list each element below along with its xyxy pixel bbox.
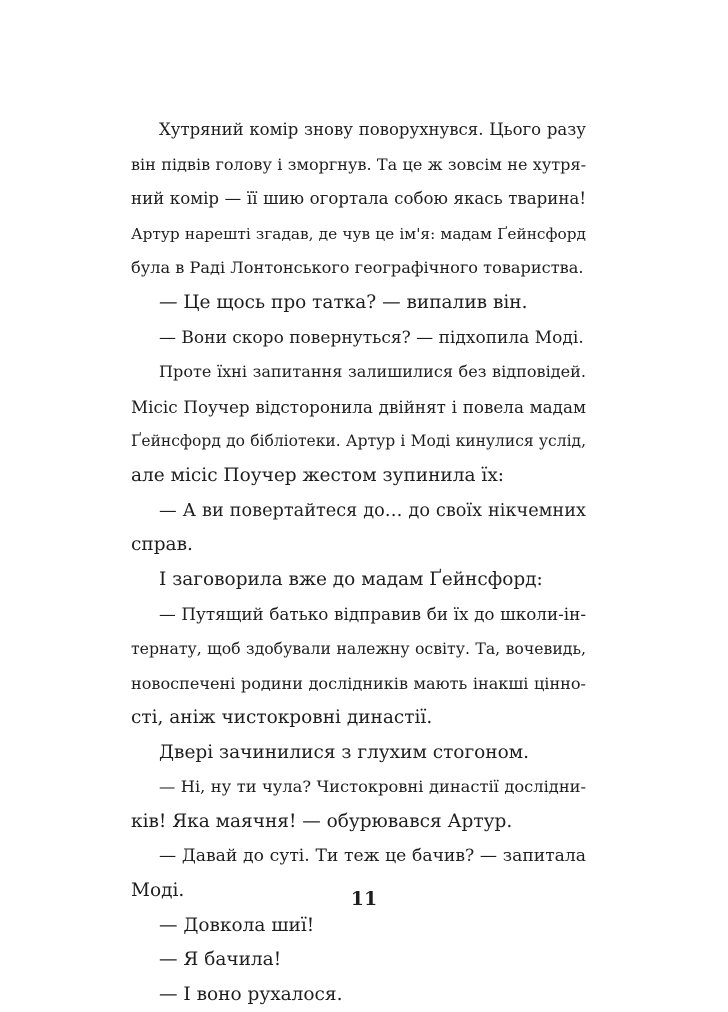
text-line: — А ви повертайтеся до… до своїх нікчемних [159,500,586,521]
text-line: Артур нарешті згадав, де чув це ім'я: мадам Ґейнсфорд [131,224,586,243]
text-line: — Я бачила! [159,949,282,971]
text-line: — Ні, ну ти чула? Чистокровні династії дослідни- [159,777,586,797]
text-line: І заговорила вже до мадам Ґейнсфорд: [159,568,543,590]
text-line: він підвів голову і зморгнув. Та це ж зовсім не хутря- [131,154,586,174]
text-line: ків! Яка маячня! — обурювався Артур. [131,810,513,832]
text-line: тернату, щоб здобували належну освіту. Та, вочевидь, [131,638,586,658]
text-line: Ґейнсфорд до бібліотеки. Артур і Моді кинулися услід, [131,432,586,451]
body-text [131,113,586,1012]
text-line: — Путящий батько відправив би їх до школи-ін- [159,604,586,625]
text-line: Проте їхні запитання залишилися без відповідей. [159,362,586,382]
text-line: — І воно рухалося. [159,983,343,1005]
text-line: справ. [131,534,193,556]
text-line: але місіс Поучер жестом зупинила їх: [131,464,505,486]
text-line: була в Раді Лонтонського географічного товариства. [131,258,584,278]
text-line: Двері зачинилися з глухим стогоном. [159,741,530,763]
text-line: — Це щось про татка? — випалив він. [159,291,528,313]
text-line: новоспечені родини дослідників мають інакші цінно- [131,673,586,693]
text-line: — Довкола шиї! [159,914,315,936]
text-line: — Вони скоро повернуться? — підхопила Моді. [159,327,584,348]
text-line: сті, аніж чистокровні династії. [131,707,433,729]
page-number: 11 [350,888,378,910]
text-line: Місіс Поучер відсторонила двійнят і повела мадам [131,396,586,417]
text-line: ний комір — її шию огортала собою якась тварина! [131,189,586,209]
text-line: Хутряний комір знову поворухнувся. Цього разу [159,120,586,139]
text-line: — Давай до суті. Ти теж це бачив? — запитала [159,846,586,867]
text-line: Моді. [131,880,185,902]
